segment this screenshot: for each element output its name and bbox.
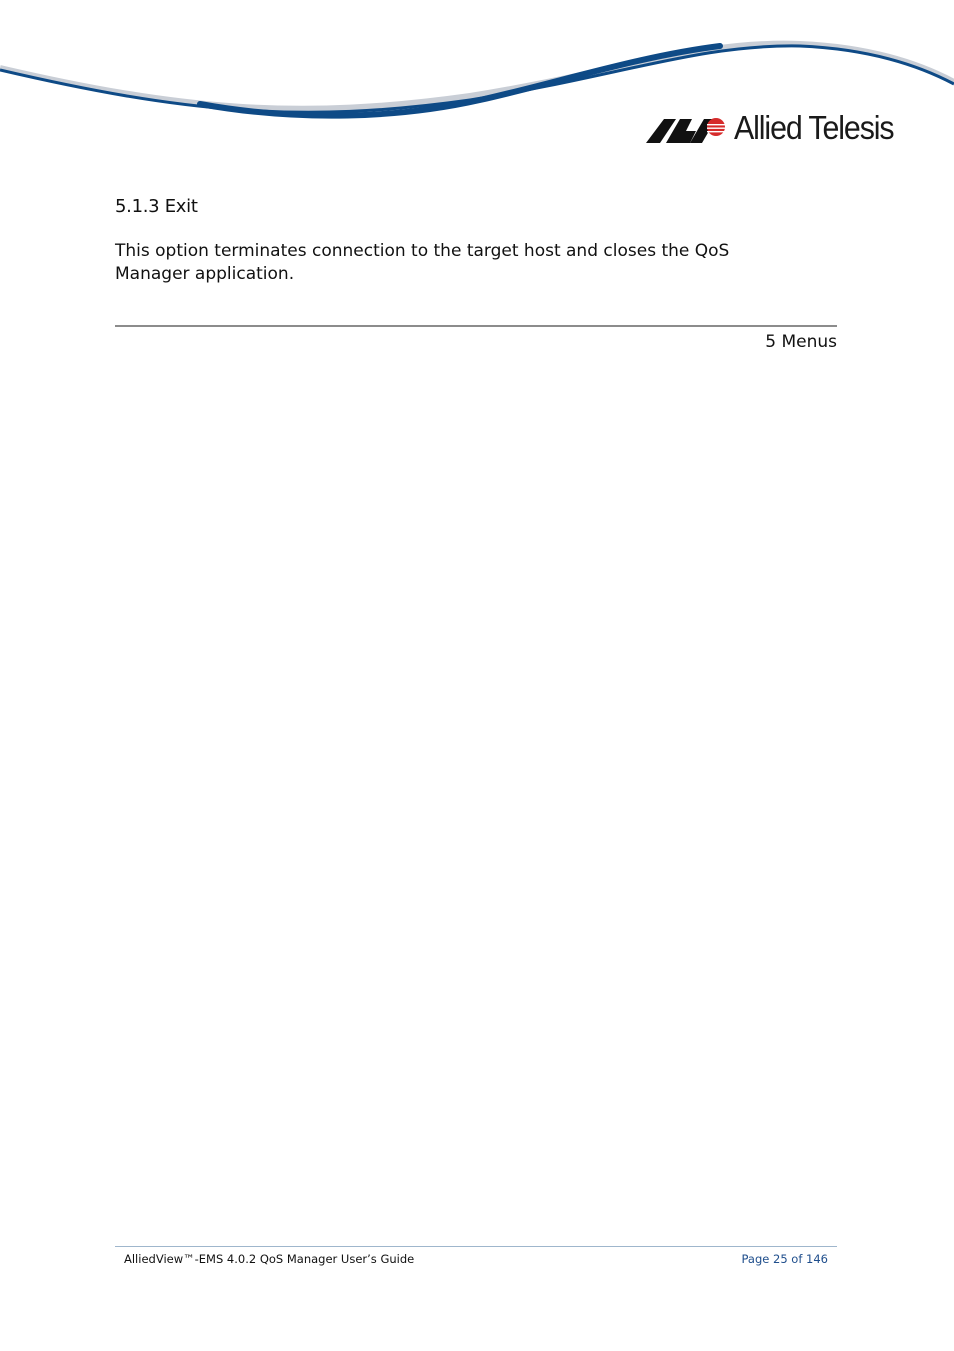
section-heading: 5.1.3 Exit bbox=[115, 196, 198, 217]
footer-page-number: Page 25 of 146 bbox=[741, 1252, 828, 1266]
allied-telesis-logo bbox=[646, 108, 907, 148]
section-paragraph: This option terminates connection to the target host and closes the QoS Manager application. bbox=[115, 241, 730, 284]
section-divider bbox=[115, 325, 837, 327]
footer-divider bbox=[115, 1246, 837, 1247]
allied-telesis-logo-icon bbox=[646, 113, 726, 143]
footer-doc-title: AlliedView™-EMS 4.0.2 QoS Manager User’s Guide bbox=[124, 1252, 415, 1266]
logo-wordmark: Allied Telesis bbox=[734, 109, 894, 146]
chapter-label: 5 Menus bbox=[765, 332, 837, 352]
